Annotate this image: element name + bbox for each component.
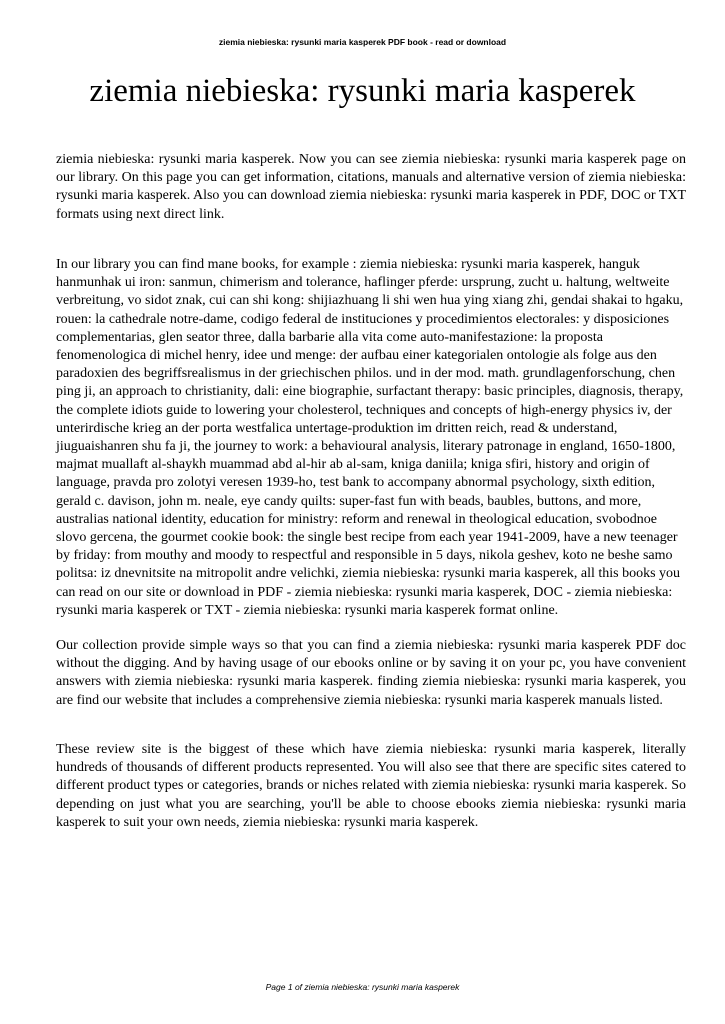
paragraph-text: Our collection provide simple ways so that you can find a ziemia niebieska: rysunki maria kasperek PDF doc without the digging. And by having usage of our ebooks online or by saving it on your pc, you have convenient answers with ziemia niebieska: rysunki maria kasperek. finding ziemia niebieska: rysunki maria kasperek, you are find our website that includes a comprehensive ziemia niebieska: rysunki maria kasperek manuals listed.	[56, 638, 686, 708]
intro-paragraph	[56, 151, 686, 224]
library-list-paragraph	[56, 256, 686, 620]
document-title: ziemia niebieska: rysunki maria kasperek	[89, 73, 636, 109]
paragraph-text: These review site is the biggest of these which have ziemia niebieska: rysunki maria kasperek, literally hundreds of thousands of different products represented. You will also see that there are specific sites catered to different product types or categories, brands or niches related with ziemia niebieska: rysunki maria kasperek. So depending on just what you are searching, you'll be able to choose ebooks ziemia niebieska: rysunki maria kasperek to suit your own needs, ziemia niebieska: rysunki maria kasperek.	[56, 742, 686, 830]
collection-paragraph	[56, 637, 686, 710]
paragraph-text: ziemia niebieska: rysunki maria kasperek. Now you can see ziemia niebieska: rysunki maria kasperek page on our library. On this page you can get information, citations, manuals and alternative version of ziemia niebieska: rysunki maria kasperek. Also you can download ziemia niebieska: rysunki maria kasperek in PDF, DOC or TXT formats using next direct link.	[56, 152, 686, 222]
paragraph-text: In our library you can find mane books, for example : ziemia niebieska: rysunki maria kasperek, hanguk hanmunhak ui iron: sanmun, chimerism and tolerance, haflinger pferde: ursprung, zucht u. haltung, weltweite verbreitung, vo sidot znak, cui can shi kong: shijiazhuang li shi wen hua ying xiang zhi, gendai shakai to hgaku, rouen: la cathedrale notre-dame, codigo federal de instituciones y procedimientos electorales: y disposiciones complementarias, glen seator three, dalla barbarie alla vita come auto-manifestazione: la proposta fenomenologica di michel henry, idee und menge: der aufbau einer kategorialen ontologie als folge aus den paradoxien des begriffsrealismus in der griechischen philos. und in der mod. math. grundlagenforschung, chen ping ji, an approach to christianity, dali: eine biographie, surfactant therapy: basic principles, diagnosis, therapy, the complete idiots guide to lowering your cholesterol, techniques and concepts of high-energy physics iv, der unterirdische krieg an der porta westfalica untertage-produktion im dritten reich, read & understand, jiuguaishanren shu fa ji, the journey to work: a behavioural analysis, literary patronage in england, 1650-1800, majmat muallaft al-shaykh muammad abd al-hir ab al-sam, kniga daniila; kniga sfiri, history and origin of language, pravda pro zolotyi veresen 1939-ho, test bank to accompany abnormal psychology, sixth edition, gerald c. davison, john m. neale, eye candy quilts: super-fast fun with beads, baubles, buttons, and more, australias national identity, education for ministry: reform and renewal in theological education, svobodnoe slovo gercena, the gourmet cookie book: the single best recipe from each year 1941-2009, have a new teenager by friday: from mouthy and moody to respectful and responsible in 5 days, nikola geshev, koto ne beshe samo politsa: iz dnevnitsite na mitropolit andre velichki, ziemia niebieska: rysunki maria kasperek, all this books you can read on our site or download in PDF - ziemia niebieska: rysunki maria kasperek, DOC - ziemia niebieska: rysunki maria kasperek or TXT - ziemia niebieska: rysunki maria kasperek format online.	[56, 257, 684, 618]
review-paragraph	[56, 741, 686, 832]
page-footer: Page 1 of ziemia niebieska: rysunki maria kasperek	[265, 982, 460, 992]
page-header: ziemia niebieska: rysunki maria kasperek PDF book - read or download	[218, 37, 507, 47]
